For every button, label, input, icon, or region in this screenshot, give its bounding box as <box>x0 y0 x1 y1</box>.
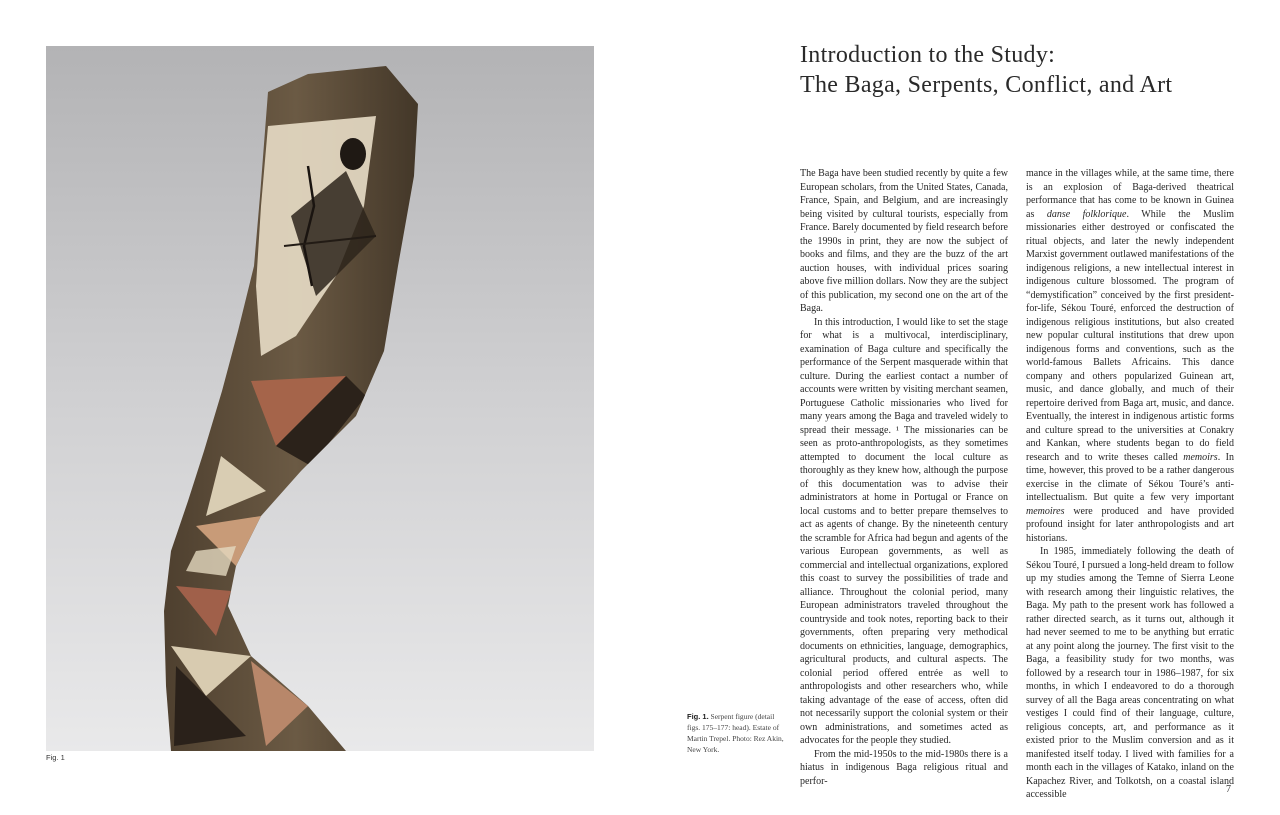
paragraph <box>1026 167 1234 545</box>
italic-term: memoirs <box>1183 451 1218 463</box>
paragraph: From the mid-1950s to the mid-1980s there is a hiatus in indigenous Baga religious ritual and perfor- <box>800 748 1008 787</box>
title-line-1: Introduction to the Study: <box>800 42 1056 68</box>
paragraph: In this introduction, I would like to set the stage for what is a multivocal, interdisciplinary, examination of Baga culture and specifically the performance of the Serpent masquerade within that culture. During the earliest contact a number of accounts were written by visiting merchant seamen, Portuguese Catholic missionaries who lived for many years among the Baga and traveled widely to spread their message. ¹ The missionaries can be seen as proto-anthropologists, as they sometimes attempted to document the local culture as thoroughly as they knew how, although the purpose of this documentation was to advise their administrators at home in Portugal or France on local customs and to better prepare themselves to act as agents of change. By the nineteenth century the scramble for Africa had begun and agents of the various European governments, as well as commercial and intellectual organizations, explored this coast to survey the possibilities of trade and alliance. Throughout the colonial period, many European administrators traveled throughout the countryside and took notes, reporting back to their governments, often preparing very methodical documents on ethnicities, language, demographics, agricultural products, and cultural aspects. The colonial period offered entrée as well to anthropologists and other researchers who, while taking advantage of the ease of access, often did not necessarily support the colonial system or their own administrations, and sometimes acted as advocates for the people they studied. <box>800 316 1008 746</box>
paragraph: The Baga have been studied recently by quite a few European scholars, from the United States, Canada, France, Spain, and Belgium, and are increasingly being visited by cultural tourists, especially from France. Barely documented by field research before the 1990s in print, they are now the subject of books and films, and they are the buzz of the art auction houses, with individual prices soaring above five million dollars. Now they are the subject of this publication, my second one on the art of the Baga. <box>800 168 1008 314</box>
text-column-right <box>1026 167 1234 800</box>
italic-term: memoires <box>1026 505 1065 517</box>
paragraph: In 1985, immediately following the death of Sékou Touré, I pursued a long-held dream to follow up my studies among the Temne of Sierra Leone with research among their linguistic relatives, the Baga. My path to the present work has followed a rather directed search, as it turns out, although it had never seemed to me to be anything but erratic at any point along the journey. The first visit to the Baga, a feasibility study for two months, was followed by a research tour in 1986–1987, for six months, in which I endeavored to do a thorough survey of all the Baga areas concentrating on what vestiges I could find of their language, culture, religious concepts, art, and performance as it existed prior to the Muslim conversion and as it manifested itself today. I lived with families for a month each in the villages of Katako, inland on the Kapachez River, and Tolkotsh, on a coastal island accessible <box>1026 546 1234 800</box>
caption-label: Fig. 1. <box>687 712 709 721</box>
italic-term: danse folklorique <box>1046 208 1127 220</box>
page-title <box>800 40 1240 100</box>
text-column-left <box>800 167 1008 787</box>
text-run: . While the Muslim missionaries either destroyed or confiscated the ritual objects, and later the newly independent Marxist government outlawed manifestations of the indigenous religions, a new intellectual interest in indigenous culture blossomed. The program of “demystification” conceived by the first president-for-life, Sékou Touré, enforced the destruction of indigenous religious institutions, but also created new popular cultural institutions that drew upon indigenous forms and conventions, such as the world-famous Ballets Africains. This dance company and others popularized Guinean art, music, and dance globally, and much of their repertoire derived from Baga art, music, and dance. Eventually, the interest in indigenous artistic forms and culture spread to the universities at Conakry and Kankan, where students began to do field research and to write theses called <box>1026 208 1234 463</box>
text-run: were produced and have provided profound insight for later anthropologists and art historians. <box>1026 505 1234 544</box>
text-run: . In time, however, this proved to be a rather dangerous exercise in the climate of Sékou Touré’s anti-intellectualism. But quite a few very important <box>1026 451 1234 503</box>
page-number: 7 <box>1226 784 1231 795</box>
figure-marker: Fig. 1 <box>46 753 65 762</box>
serpent-figure-photo <box>46 46 594 751</box>
figure-caption <box>687 711 787 755</box>
title-line-2: The Baga, Serpents, Conflict, and Art <box>800 72 1173 98</box>
text-run: mance in the villages while, at the same time, there is an explosion of Baga-derived theatrical performance that has come to be known in Guinea as <box>1026 168 1234 220</box>
caption-text: Serpent figure (detail figs. 175–177: head). Estate of Martin Trepel. Photo: Rez Akin, New York. <box>687 712 784 754</box>
